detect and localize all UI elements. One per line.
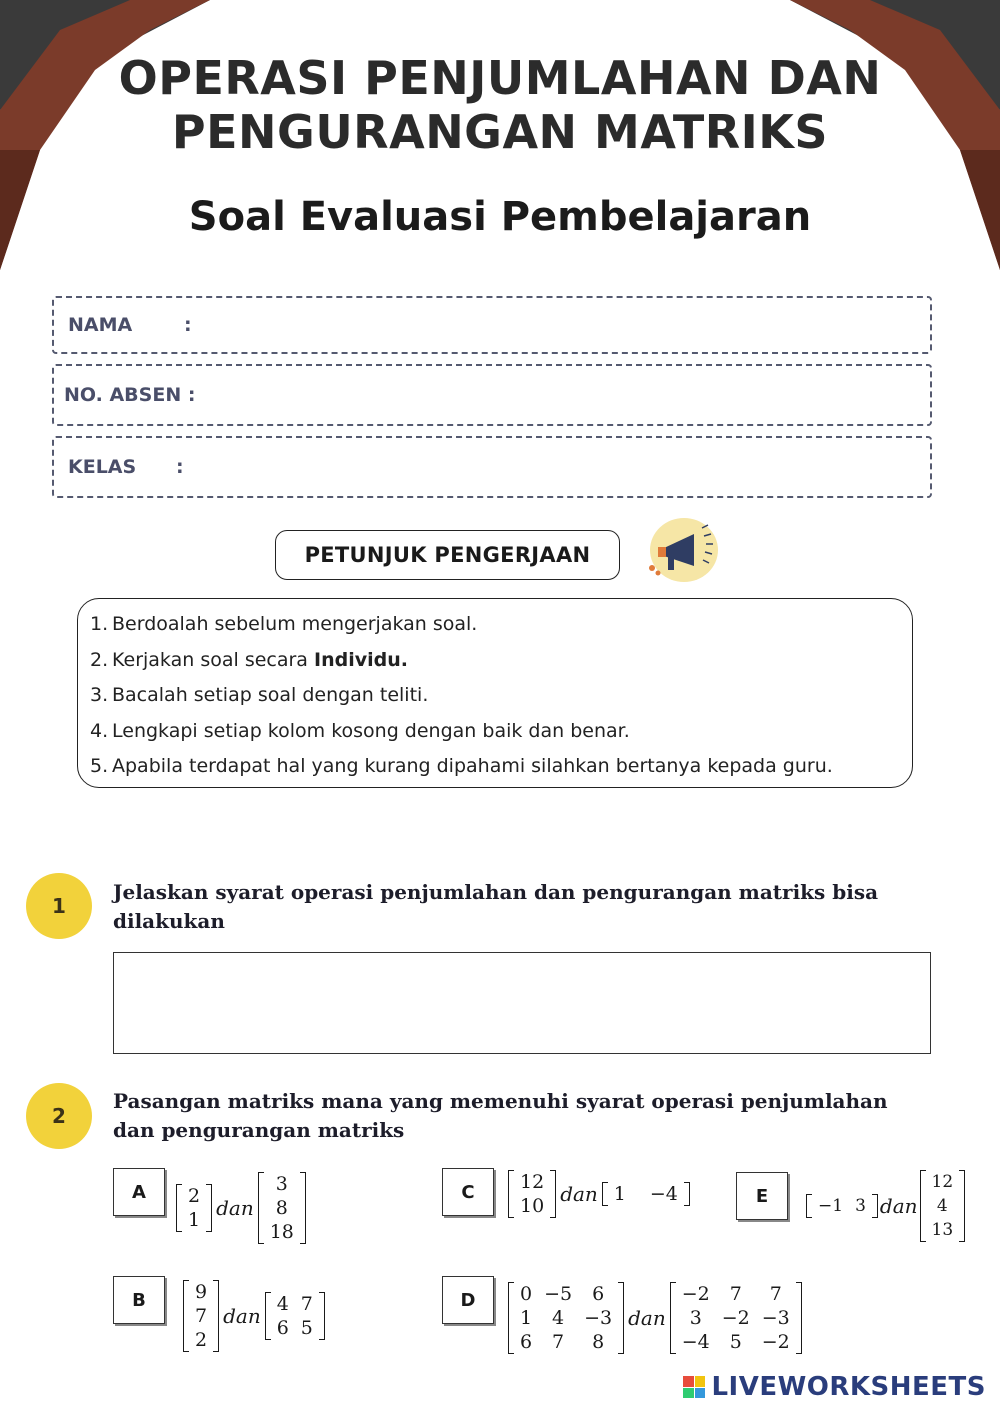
instruction-item: 5. Apabila terdapat hal yang kurang dipahami silahkan bertanya kepada guru.	[90, 755, 833, 777]
title-line-1: OPERASI PENJUMLAHAN DAN	[118, 51, 882, 105]
nama-field[interactable]	[52, 296, 932, 354]
question-2-text: Pasangan matriks mana yang memenuhi syarat operasi penjumlahan dan pengurangan matriks	[113, 1089, 888, 1142]
option-c-matrix-1: 12 10	[508, 1170, 556, 1218]
kelas-field[interactable]	[52, 436, 932, 498]
instructions-heading: PETUNJUK PENGERJAAN	[275, 530, 620, 580]
option-d-matrix-1: 0 −5 6 1 4 −3 6 7 8	[508, 1282, 624, 1354]
option-d-expression: 0 −5 6 1 4 −3 6 7 8 dan −2 7 7 3 −2 −3 −4 5 −2	[508, 1282, 802, 1354]
option-a-box[interactable]: A	[113, 1168, 165, 1216]
option-c-matrix-2: 1 −4	[602, 1182, 690, 1206]
question-1-text: Jelaskan syarat operasi penjumlahan dan pengurangan matriks bisa dilakukan	[113, 880, 879, 933]
instruction-item: 2. Kerjakan soal secara Individu.	[90, 648, 408, 671]
absen-label: NO. ABSEN :	[64, 384, 196, 406]
instruction-item: 4. Lengkapi setiap kolom kosong dengan baik dan benar.	[90, 719, 630, 742]
option-d-matrix-2: −2 7 7 3 −2 −3 −4 5 −2	[670, 1282, 802, 1354]
option-e-matrix-2: 12 4 13	[920, 1170, 966, 1242]
option-d-box[interactable]: D	[442, 1276, 494, 1324]
liveworksheets-text: LIVEWORKSHEETS	[711, 1372, 986, 1402]
kelas-colon: :	[176, 456, 184, 478]
option-e-box[interactable]: E	[736, 1172, 788, 1220]
question-1-answer-input[interactable]	[113, 952, 931, 1054]
kelas-label: KELAS	[68, 456, 137, 478]
option-b-matrix-2: 4 7 6 5	[265, 1292, 325, 1340]
nama-colon: :	[184, 314, 192, 336]
subtitle: Soal Evaluasi Pembelajaran	[188, 194, 812, 240]
nama-label: NAMA	[68, 314, 133, 336]
liveworksheets-icon	[683, 1376, 705, 1398]
instruction-item: 3. Bacalah setiap soal dengan teliti.	[90, 684, 429, 706]
instruction-item: 1. Berdoalah sebelum mengerjakan soal.	[90, 613, 478, 635]
option-e-matrix-1: −1 3	[806, 1194, 878, 1218]
option-e-expression: −1 3 dan 12 4 13	[806, 1170, 965, 1242]
option-b-matrix-1: 9 7 2	[183, 1280, 219, 1352]
question-2-badge: 2	[26, 1083, 92, 1149]
option-b-box[interactable]: B	[113, 1276, 165, 1324]
instructions-box	[77, 598, 913, 788]
option-c-expression: 12 10 dan 1 −4	[508, 1170, 690, 1218]
option-a-matrix-1: 2 1	[176, 1184, 212, 1232]
liveworksheets-logo	[683, 1372, 986, 1402]
title-line-2: PENGURANGAN MATRIKS	[171, 105, 829, 159]
option-a-expression: 2 1 dan 3 8 18	[176, 1172, 306, 1244]
option-a-matrix-2: 3 8 18	[258, 1172, 306, 1244]
option-b-expression: 9 7 2 dan 4 7 6 5	[183, 1280, 325, 1352]
question-1-badge: 1	[26, 873, 92, 939]
megaphone-icon	[628, 510, 738, 590]
option-c-box[interactable]: C	[442, 1168, 494, 1216]
absen-field[interactable]	[52, 364, 932, 426]
